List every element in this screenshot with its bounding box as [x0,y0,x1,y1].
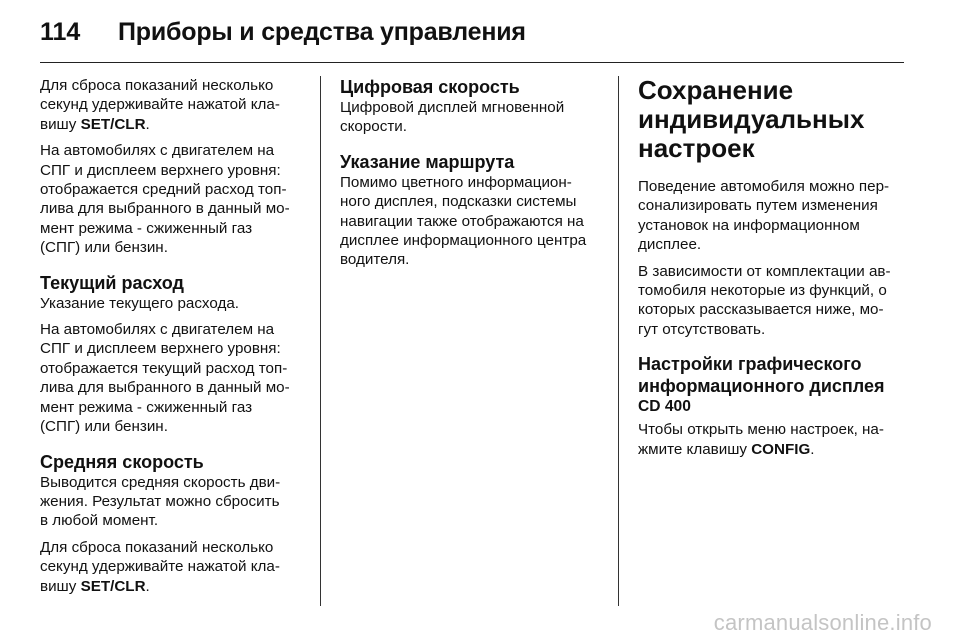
header-divider [40,62,904,63]
page-number: 114 [40,18,81,46]
paragraph-route-guidance: Помимо цветного информацион- ного дисплея, подсказки системы навигации также отображаются на дисплее информационного центра водителя. [340,173,587,269]
paragraph-reset-2: Для сброса показаний несколько секунд удерживайте нажатой кла- вишу SET/CLR. [40,538,280,595]
page-title: Приборы и средства управления [118,18,526,46]
column-2 [340,76,602,277]
key-config: CONFIG [751,440,811,458]
heading-cd400: CD 400 [638,398,691,416]
paragraph-current-desc: Указание текущего расхода. [40,294,240,312]
column-divider-2 [618,76,619,606]
paragraph-config: Чтобы открыть меню настроек, на- жмите клавишу CONFIG. [638,421,884,458]
paragraph-avg-speed-desc: Выводится средняя скорость дви- жения. Результат можно сбросить в любой момент. [40,473,281,530]
heading-average-speed: Средняя скорость [40,451,204,472]
key-set-clr: SET/CLR [80,577,146,595]
watermark-text: carmanualsonline.info [713,610,932,635]
paragraph-reset-1: Для сброса показаний несколько секунд удерживайте нажатой кла- вишу SET/CLR. [40,77,280,133]
heading-display-settings: Настройки графического информационного дисплея [638,354,885,397]
paragraph-personalize: Поведение автомобиля можно пер- сонализировать путем изменения установок на информационном дисплее. [638,178,890,254]
paragraph-digital-speed: Цифровой дисплей мгновенной скорости. [340,99,565,136]
paragraph-equipment-note: В зависимости от комплектации ав- томобиля некоторые из функций, о которых рассказывается ниже, мо- гут отсутствовать. [638,262,891,338]
paragraph-cng-current: На автомобилях с двигателем на СПГ и дисплеем верхнего уровня: отображается текущий расход топ- лива для выбранного в данный мо- мент режима - сжиженный газ (СПГ) или бензин. [40,321,290,436]
key-set-clr: SET/CLR [80,115,146,133]
heading-route-guidance: Указание маршрута [340,151,515,172]
column-divider-1 [320,76,321,606]
column-1 [40,76,304,603]
page-header [40,18,526,48]
heading-current-consumption: Текущий расход [40,272,184,293]
heading-personal-settings: Сохранение индивидуальных настроек [638,75,865,163]
column-3 [638,76,904,466]
paragraph-cng-avg: На автомобилях с двигателем на СПГ и дисплеем верхнего уровня: отображается средний расход топ- лива для выбранного в данный мо- мент режима - сжиженный газ (СПГ) или бензин. [40,142,290,257]
heading-digital-speed: Цифровая скорость [340,77,520,97]
